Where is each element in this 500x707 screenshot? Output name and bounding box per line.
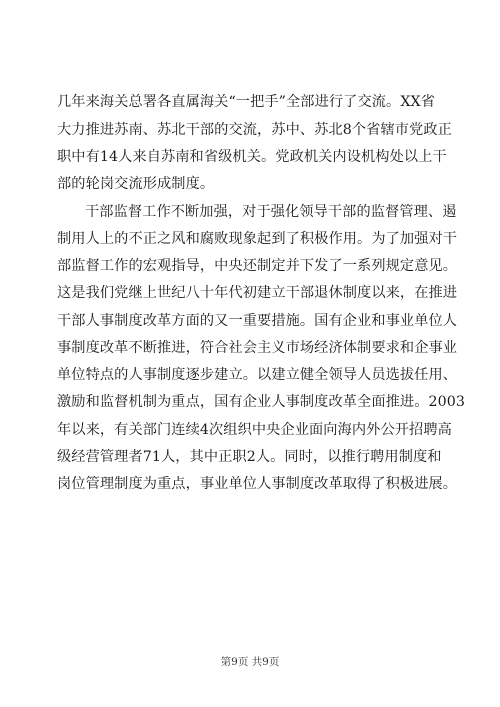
text-line: 岗位管理制度为重点，事业单位人事制度改革取得了积极进展。 <box>57 476 458 492</box>
text-line: 年以来，有关部门连续4次组织中央企业面向海内外公开招聘高 <box>57 422 452 438</box>
text-line: 干部监督工作不断加强，对于强化领导干部的监督管理、遏 <box>85 204 457 220</box>
text-line: 单位特点的人事制度逐步建立。以建立健全领导人员选拔任用、 <box>57 367 458 383</box>
text-line: 这是我们党继上世纪八十年代初建立干部退休制度以来，在推进 <box>57 285 458 301</box>
text-line: 制用人上的不正之风和腐败现象起到了积极作用。为了加强对干 <box>57 231 458 247</box>
text-line: 激励和监督机制为重点，国有企业人事制度改革全面推进。2003 <box>57 394 465 410</box>
text-line: 干部人事制度改革方面的又一重要措施。国有企业和事业单位人 <box>57 313 458 329</box>
text-line: 大力推进苏南、苏北干部的交流，苏中、苏北8个省辖市党政正 <box>57 122 452 138</box>
page-footer: 第9页 共9页 <box>220 656 280 668</box>
text-line: 部监督工作的宏观指导，中央还制定并下发了一系列规定意见。 <box>57 258 458 274</box>
text-line: 事制度改革不断推进，符合社会主义市场经济体制要求和企事业 <box>57 340 458 356</box>
text-line: 级经营管理者71人，其中正职2人。同时，以推行聘用制度和 <box>57 449 442 465</box>
text-line: 部的轮岗交流形成制度。 <box>57 176 215 192</box>
text-line: 职中有14人来自苏南和省级机关。党政机关内设机构处以上干 <box>57 149 447 165</box>
text-line: 几年来海关总署各直属海关“一把手”全部进行了交流。XX省 <box>57 94 436 110</box>
